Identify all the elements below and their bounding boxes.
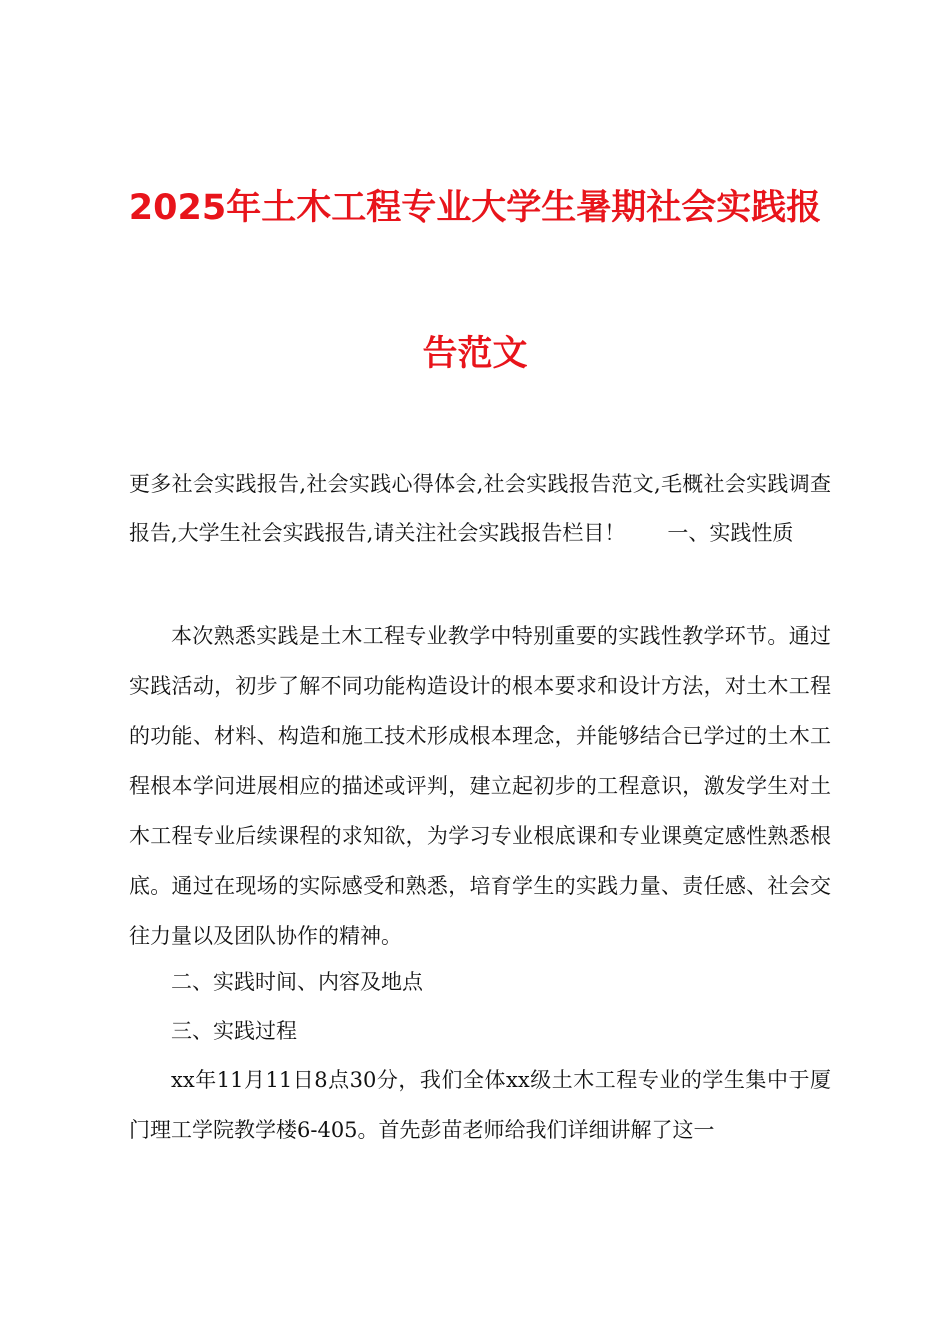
body-paragraph-2: xx年11月11日8点30分，我们全体xx级土木工程专业的学生集中于厦门理工学院教学楼6-405。首先彭苗老师给我们详细讲解了这一 (129, 1068, 831, 1142)
document-title-line-1: 2025年土木工程专业大学生暑期社会实践报 (128, 188, 822, 228)
section-heading-2: 二、实践时间、内容及地点 (171, 970, 423, 994)
section-heading-3: 三、实践过程 (171, 1019, 297, 1043)
document-title-line-2: 告范文 (422, 334, 528, 374)
body-paragraph-1: 本次熟悉实践是土木工程专业教学中特别重要的实践性教学环节。通过实践活动，初步了解不同功能构造设计的根本要求和设计方法，对土木工程的功能、材料、构造和施工技术形成根本理念，并能够结合已学过的土木工程根本学问进展相应的描述或评判，建立起初步的工程意识，激发学生对土木工程专业后续课程的求知欲，为学习专业根底课和专业课奠定感性熟悉根底。通过在现场的实际感受和熟悉，培育学生的实践力量、责任感、社会交往力量以及团队协作的精神。 (129, 624, 831, 948)
intro-paragraph: 更多社会实践报告,社会实践心得体会,社会实践报告范文,毛概社会实践调查报告,大学生社会实践报告,请关注社会实践报告栏目！ 一、实践性质 (129, 472, 831, 545)
